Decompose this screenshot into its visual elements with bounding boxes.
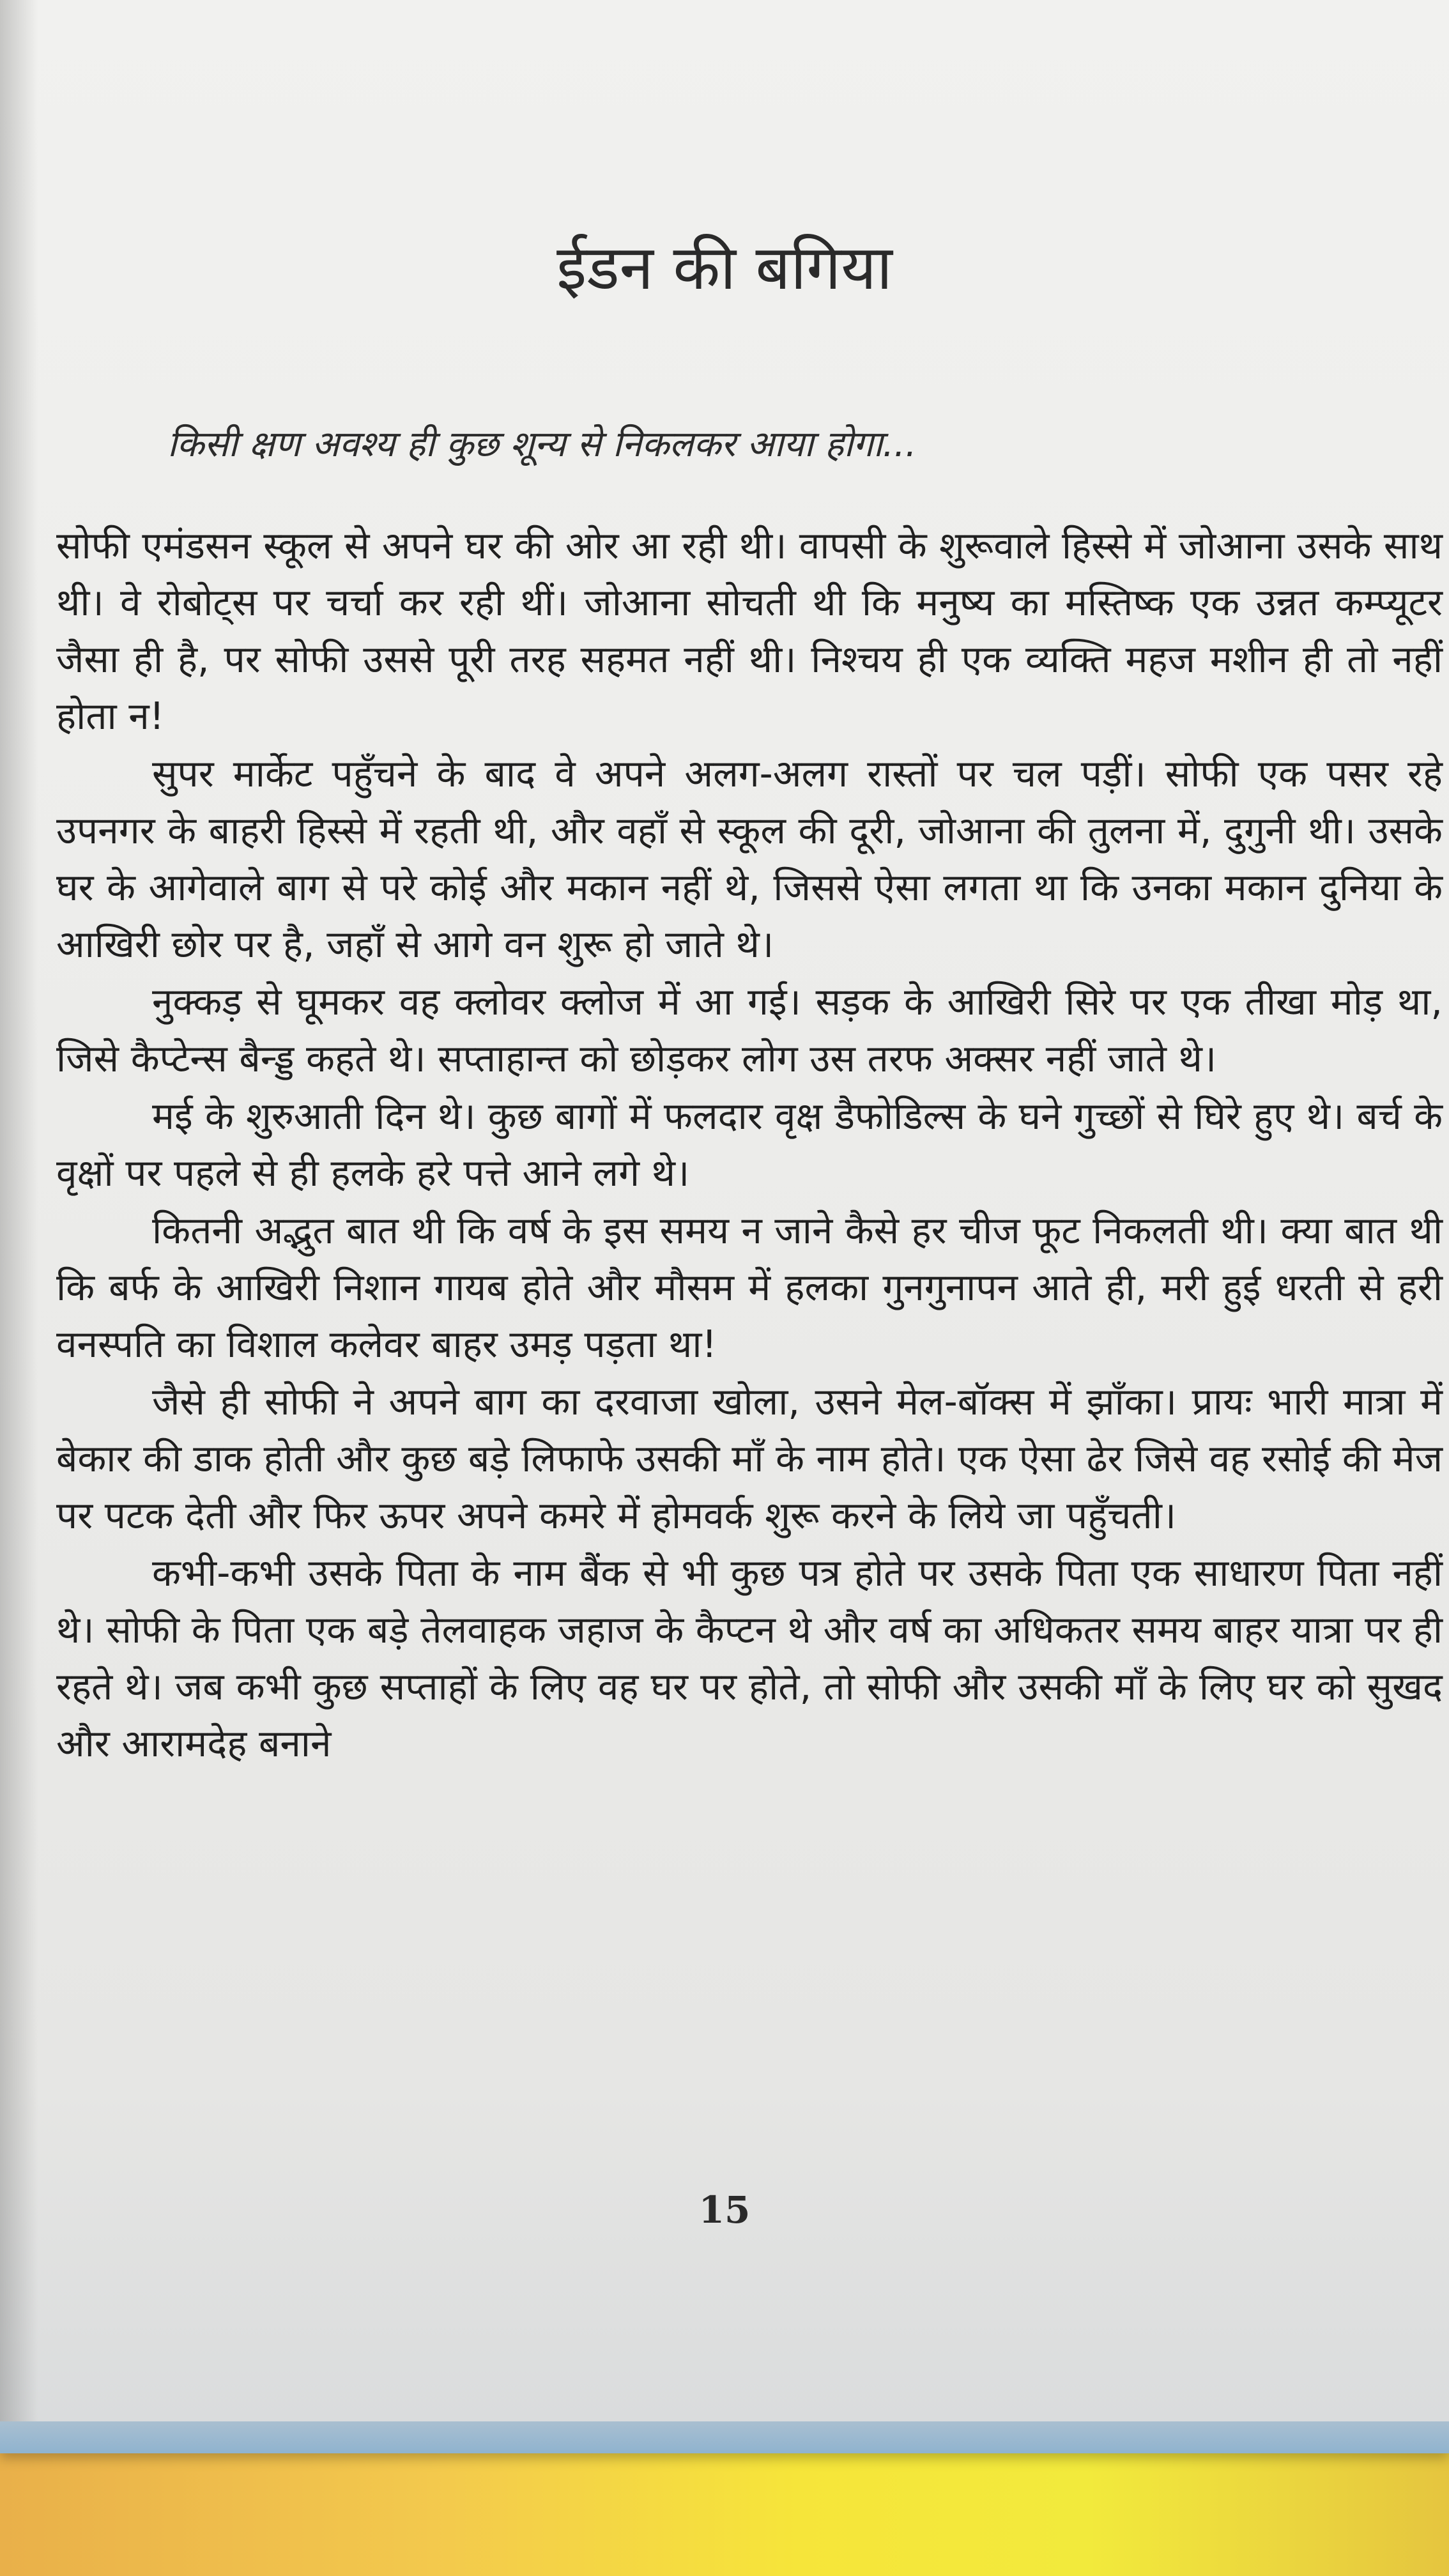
page-number: 15: [698, 2188, 751, 2232]
epigraph: किसी क्षण अवश्य ही कुछ शून्य से निकलकर आया होगा...: [167, 424, 917, 465]
paragraph-3: नुक्कड़ से घूमकर वह क्लोवर क्लोज में आ गई। सड़क के आखिरी सिरे पर एक तीखा मोड़ था, जिसे कैप्टेन्स बैन्ड्ड कहते थे। सप्ताहान्त को छोड़कर लोग उस तरफ अक्सर नहीं जाते थे।: [56, 980, 1443, 1080]
paragraph-5: कितनी अद्भुत बात थी कि वर्ष के इस समय न जाने कैसे हर चीज फूट निकलती थी। क्या बात थी कि बर्फ के आखिरी निशान गायब होते और मौसम में हलका गुनगुनापन आते ही, मरी हुई धरती से हरी वनस्पति का विशाल कलेवर बाहर उमड़ पड़ता था!: [56, 1209, 1443, 1366]
paragraph-7: कभी-कभी उसके पिता के नाम बैंक से भी कुछ पत्र होते पर उसके पिता एक साधारण पिता नहीं थे। सोफी के पिता एक बड़े तेलवाहक जहाज के कैप्टन थे और वर्ष का अधिकतर समय बाहर यात्रा पर ही रहते थे। जब कभी कुछ सप्ताहों के लिए वह घर पर होते, तो सोफी और उसकी माँ के लिए घर को सुखद और आरामदेह बनाने: [56, 1551, 1443, 1765]
paragraph-6: जैसे ही सोफी ने अपने बाग का दरवाजा खोला, उसने मेल-बॉक्स में झाँका। प्रायः भारी मात्रा में बेकार की डाक होती और कुछ बड़े लिफाफे उसकी माँ के नाम होते। एक ऐसा ढेर जिसे वह रसोई की मेज पर पटक देती और फिर ऊपर अपने कमरे में होमवर्क शुरू करने के लिये जा पहुँचती।: [56, 1380, 1443, 1537]
chapter-title: ईडन की बगिया: [556, 232, 893, 303]
paragraph-2: सुपर मार्केट पहुँचने के बाद वे अपने अलग-अलग रास्तों पर चल पड़ीं। सोफी एक पसर रहे उपनगर के बाहरी हिस्से में रहती थी, और वहाँ से स्कूल की दूरी, जोआना की तुलना में, दुगुनी थी। उसके घर के आगेवाले बाग से परे कोई और मकान नहीं थे, जिससे ऐसा लगता था कि उनका मकान दुनिया के आखिरी छोर पर है, जहाँ से आगे वन शुरू हो जाते थे।: [56, 752, 1443, 966]
paragraph-1: सोफी एमंडसन स्कूल से अपने घर की ओर आ रही थी। वापसी के शुरूवाले हिस्से में जोआना उसके साथ थी। वे रोबोट्स पर चर्चा कर रही थीं। जोआना सोचती थी कि मनुष्य का मस्तिष्क एक उन्नत कम्प्यूटर जैसा ही है, पर सोफी उससे पूरी तरह सहमत नहीं थी। निश्चय ही एक व्यक्ति महज मशीन ही तो नहीं होता न!: [56, 524, 1443, 738]
paragraph-4: मई के शुरुआती दिन थे। कुछ बागों में फलदार वृक्ष डैफोडिल्स के घने गुच्छों से घिरे हुए थे। बर्च के वृक्षों पर पहले से ही हलके हरे पत्ते आने लगे थे।: [56, 1094, 1443, 1195]
body-text: [56, 518, 1443, 1773]
page-edge: [0, 2421, 1449, 2453]
